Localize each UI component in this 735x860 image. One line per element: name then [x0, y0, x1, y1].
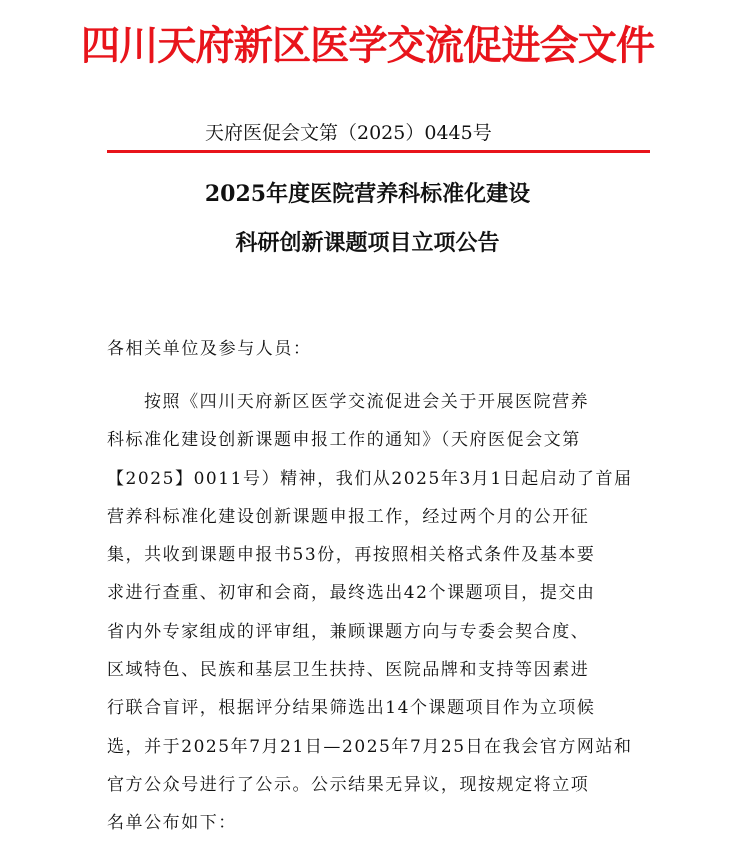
body-line: 按照《四川天府新区医学交流促进会关于开展医院营养	[144, 392, 590, 412]
document-number: 天府医促会文第（2025）0445号	[205, 122, 492, 144]
notice-title-line-1: 2025年度医院营养科标准化建设	[204, 181, 531, 207]
red-header-title: 四川天府新区医学交流促进会文件	[80, 22, 655, 69]
notice-title-line-2: 科研创新课题项目立项公告	[235, 230, 500, 256]
body-line: 选，并于2025年7月21日—2025年7月25日在我会官方网站和	[107, 736, 633, 757]
body-line: 行联合盲评，根据评分结果筛选出14个课题项目作为立项候	[107, 698, 596, 719]
body-line: 求进行查重、初审和会商，最终选出42个课题项目，提交由	[107, 583, 596, 604]
body-paragraph	[107, 390, 637, 850]
body-line: 官方公众号进行了公示。公示结果无异议，现按规定将立项	[107, 774, 590, 795]
body-line: 省内外专家组成的评审组，兼顾课题方向与专委会契合度、	[107, 621, 590, 642]
body-line: 科标准化建设创新课题申报工作的通知》（天府医促会文第	[107, 430, 581, 451]
body-line: 营养科标准化建设创新课题申报工作，经过两个月的公开征	[107, 506, 590, 527]
body-line: 名单公布如下：	[107, 813, 237, 834]
salutation: 各相关单位及参与人员：	[107, 339, 312, 359]
body-line: 区域特色、民族和基层卫生扶持、医院品牌和支持等因素进	[107, 660, 590, 681]
body-line: 【2025】0011号）精神，我们从2025年3月1日起启动了首届	[107, 468, 633, 489]
body-line: 集，共收到课题申报书53份，再按照相关格式条件及基本要	[107, 545, 596, 566]
red-divider-rule	[107, 150, 650, 153]
